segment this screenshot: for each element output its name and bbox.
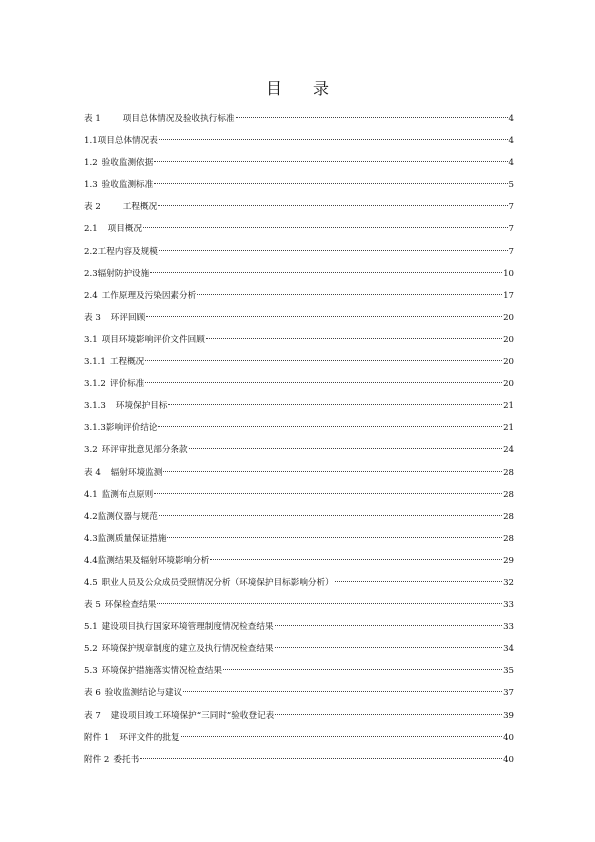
toc-entry[interactable] — [84, 682, 514, 704]
toc-entry-title: 环评回顾 — [110, 312, 146, 323]
toc-entry[interactable] — [84, 263, 514, 285]
toc-entry-label — [84, 329, 205, 351]
toc-entry[interactable] — [84, 506, 514, 528]
toc-entry-number: 附件 1 — [84, 732, 110, 743]
toc-dot-leader — [154, 183, 507, 184]
toc-entry-title: 工作原理及污染因素分析 — [101, 290, 197, 301]
toc-page-number: 32 — [503, 577, 514, 588]
toc-entry-label — [84, 506, 158, 528]
toc-entry[interactable] — [84, 108, 514, 130]
toc-entry-label — [84, 395, 167, 417]
toc-entry-number: 附件 2 — [84, 754, 110, 765]
toc-page-number: 28 — [503, 489, 514, 500]
toc-dot-leader — [236, 117, 508, 118]
toc-entry-label — [84, 727, 180, 749]
toc-entry-number: 2.1 — [84, 224, 98, 235]
toc-entry[interactable] — [84, 638, 514, 660]
toc-entry-label — [84, 705, 274, 727]
toc-entry-label — [84, 638, 274, 660]
toc-entry-number: 3.1.2 — [84, 379, 106, 390]
toc-page-number: 7 — [508, 224, 514, 235]
toc-page-number: 17 — [503, 290, 514, 301]
toc-entry-label — [84, 550, 209, 572]
toc-entry-label — [84, 616, 274, 638]
toc-entry-title: 辐射防护设施 — [97, 268, 150, 279]
toc-entry[interactable] — [84, 705, 514, 727]
toc-entry[interactable] — [84, 616, 514, 638]
toc-page-number: 20 — [503, 379, 514, 390]
page-title — [0, 76, 595, 99]
toc-entry-title: 环境保护规章制度的建立及执行情况检查结果 — [101, 644, 274, 655]
toc-page-number: 35 — [503, 666, 514, 677]
toc-entry-label — [84, 130, 158, 152]
toc-entry-number: 表 3 — [84, 312, 101, 323]
toc-dot-leader — [154, 493, 502, 494]
toc-entry-title: 建设项目竣工环境保护“三同时”验收登记表 — [110, 710, 275, 721]
toc-entry[interactable] — [84, 285, 514, 307]
toc-entry-number: 3.1.1 — [84, 357, 106, 368]
toc-entry-title: 职业人员及公众成员受照情况分析（环境保护目标影响分析） — [101, 577, 334, 588]
toc-entry[interactable] — [84, 417, 514, 439]
toc-dot-leader — [275, 625, 503, 626]
toc-entry-label — [84, 351, 144, 373]
toc-entry-number: 3.1.3 — [84, 423, 106, 434]
toc-entry[interactable] — [84, 660, 514, 682]
toc-entry-label — [84, 417, 157, 439]
toc-page-number: 4 — [508, 136, 514, 147]
toc-entry-number: 表 4 — [84, 467, 101, 478]
toc-entry[interactable] — [84, 196, 514, 218]
toc-page-number: 21 — [503, 401, 514, 412]
toc-entry-label — [84, 682, 182, 704]
toc-page-number: 7 — [508, 246, 514, 257]
toc-page-number: 4 — [508, 158, 514, 169]
toc-entry[interactable] — [84, 572, 514, 594]
toc-dot-leader — [206, 338, 502, 339]
toc-dot-leader — [189, 448, 502, 449]
toc-entry-number: 5.2 — [84, 644, 98, 655]
toc-entry[interactable] — [84, 152, 514, 174]
toc-entry-label — [84, 196, 157, 218]
toc-entry-number: 3.1.3 — [84, 401, 106, 412]
toc-entry-title: 验收监测依据 — [101, 158, 154, 169]
toc-entry-number: 1.2 — [84, 158, 98, 169]
toc-entry-label — [84, 152, 153, 174]
toc-dot-leader — [197, 294, 502, 295]
toc-entry-title: 工程概况 — [122, 202, 158, 213]
toc-entry-label — [84, 749, 139, 771]
toc-entry[interactable] — [84, 594, 514, 616]
toc-dot-leader — [159, 139, 508, 140]
toc-entry-label — [84, 484, 153, 506]
toc-entry-title: 环评文件的批复 — [119, 732, 180, 743]
toc-entry-number: 表 6 — [84, 688, 101, 699]
toc-entry-title: 辐射环境监测 — [110, 467, 163, 478]
toc-entry-label — [84, 572, 334, 594]
toc-dot-leader — [167, 537, 502, 538]
toc-dot-leader — [163, 471, 502, 472]
toc-page-number: 24 — [503, 445, 514, 456]
toc-entry[interactable] — [84, 727, 514, 749]
toc-dot-leader — [158, 205, 507, 206]
toc-entry-title: 项目总体情况表 — [97, 136, 158, 147]
toc-page-number: 21 — [503, 423, 514, 434]
toc-entry-number: 1.3 — [84, 180, 98, 191]
toc-dot-leader — [145, 382, 502, 383]
toc-entry[interactable] — [84, 307, 514, 329]
toc-dot-leader — [335, 581, 502, 582]
toc-entry-number: 4.3 — [84, 533, 98, 544]
toc-entry-title: 环保检查结果 — [104, 600, 157, 611]
toc-entry-title: 环境保护目标 — [115, 401, 168, 412]
toc-entry[interactable] — [84, 130, 514, 152]
toc-dot-leader — [210, 559, 502, 560]
toc-page-number: 34 — [503, 644, 514, 655]
toc-dot-leader — [223, 669, 502, 670]
toc-entry-title: 监测质量保证措施 — [97, 533, 167, 544]
toc-entry-number: 表 5 — [84, 600, 101, 611]
toc-dot-leader — [158, 426, 502, 427]
toc-page-number: 28 — [503, 511, 514, 522]
page-title-part1: 目 — [265, 79, 282, 98]
toc-entry[interactable] — [84, 395, 514, 417]
toc-entry-title: 评价标准 — [109, 379, 145, 390]
toc-entry-title: 工程内容及规模 — [97, 246, 158, 257]
toc-entry-title: 项目总体情况及验收执行标准 — [122, 114, 235, 124]
toc-entry-number: 4.2 — [84, 511, 98, 522]
toc-dot-leader — [143, 227, 507, 228]
toc-page-number: 40 — [503, 754, 514, 765]
toc-page-number: 10 — [503, 268, 514, 279]
toc-dot-leader — [154, 161, 507, 162]
toc-entry-title: 委托书 — [113, 754, 140, 765]
toc-page-number: 4 — [508, 114, 514, 124]
toc-page-number: 28 — [503, 533, 514, 544]
toc-entry-label — [84, 373, 144, 395]
toc-entry-title: 监测仪器与规范 — [97, 511, 158, 522]
toc-entry[interactable] — [84, 550, 514, 572]
toc-entry-title: 项目概况 — [107, 224, 143, 235]
toc-entry[interactable] — [84, 528, 514, 550]
toc-page-number: 29 — [503, 555, 514, 566]
toc-page-number: 20 — [503, 334, 514, 345]
toc-entry-number: 4.5 — [84, 577, 98, 588]
toc-entry[interactable] — [84, 329, 514, 351]
toc-entry-number: 表 1 — [84, 114, 101, 124]
toc-entry-number: 2.3 — [84, 268, 98, 279]
toc-dot-leader — [183, 691, 502, 692]
toc-entry-label — [84, 218, 142, 240]
toc-entry-title: 建设项目执行国家环境管理制度情况检查结果 — [101, 622, 274, 633]
toc-page-number: 28 — [503, 467, 514, 478]
toc-entry-label — [84, 660, 222, 682]
toc-dot-leader — [150, 272, 502, 273]
toc-entry-label — [84, 108, 235, 130]
toc-page-number: 5 — [508, 180, 514, 191]
toc-entry-label — [84, 594, 156, 616]
toc-entry[interactable] — [84, 749, 514, 771]
toc-entry-label — [84, 263, 149, 285]
toc-dot-leader — [168, 404, 502, 405]
toc-dot-leader — [159, 515, 502, 516]
toc-dot-leader — [275, 647, 503, 648]
toc-entry[interactable] — [84, 373, 514, 395]
table-of-contents — [84, 108, 514, 771]
toc-entry-title: 工程概况 — [109, 357, 145, 368]
toc-page-number: 33 — [503, 600, 514, 611]
toc-entry-label — [84, 285, 196, 307]
toc-entry-title: 验收监测标准 — [101, 180, 154, 191]
toc-entry-label — [84, 307, 145, 329]
toc-entry-number: 5.1 — [84, 622, 98, 633]
toc-page-number: 37 — [503, 688, 514, 699]
toc-page-number: 39 — [503, 710, 514, 721]
toc-dot-leader — [140, 758, 502, 759]
toc-entry-title: 验收监测结论与建议 — [104, 688, 183, 699]
toc-entry-number: 2.2 — [84, 246, 98, 257]
toc-entry-number: 3.1 — [84, 334, 98, 345]
toc-entry[interactable] — [84, 484, 514, 506]
toc-entry-number: 4.1 — [84, 489, 98, 500]
toc-page-number: 40 — [503, 732, 514, 743]
toc-page-number: 20 — [503, 312, 514, 323]
toc-dot-leader — [181, 736, 503, 737]
toc-entry[interactable] — [84, 462, 514, 484]
toc-entry-label — [84, 174, 153, 196]
toc-entry-number: 3.2 — [84, 445, 98, 456]
toc-entry-title: 影响评价结论 — [105, 423, 158, 434]
toc-dot-leader — [159, 250, 508, 251]
toc-entry-title: 项目环境影响评价文件回顾 — [101, 334, 205, 345]
toc-entry-label — [84, 439, 188, 461]
toc-entry-number: 表 7 — [84, 710, 101, 721]
toc-entry-label — [84, 241, 158, 263]
toc-entry-number: 表 2 — [84, 202, 101, 213]
toc-entry[interactable] — [84, 218, 514, 240]
page-title-part2: 录 — [313, 79, 330, 98]
toc-dot-leader — [157, 603, 502, 604]
toc-entry[interactable] — [84, 174, 514, 196]
toc-entry-number: 5.3 — [84, 666, 98, 677]
toc-dot-leader — [275, 714, 502, 715]
toc-page-number: 33 — [503, 622, 514, 633]
toc-entry-title: 监测布点原则 — [101, 489, 154, 500]
toc-entry-label — [84, 462, 162, 484]
toc-entry[interactable] — [84, 241, 514, 263]
toc-entry-title: 环评审批意见部分条款 — [101, 445, 188, 456]
toc-page-number: 20 — [503, 357, 514, 368]
toc-entry-title: 监测结果及辐射环境影响分析 — [97, 555, 210, 566]
toc-entry[interactable] — [84, 439, 514, 461]
toc-entry-number: 1.1 — [84, 136, 98, 147]
toc-entry[interactable] — [84, 351, 514, 373]
toc-entry-label — [84, 528, 166, 550]
toc-page-number: 7 — [508, 202, 514, 213]
toc-entry-number: 2.4 — [84, 290, 98, 301]
toc-dot-leader — [145, 360, 502, 361]
toc-dot-leader — [146, 316, 502, 317]
toc-entry-title: 环境保护措施落实情况检查结果 — [101, 666, 222, 677]
toc-entry-number: 4.4 — [84, 555, 98, 566]
